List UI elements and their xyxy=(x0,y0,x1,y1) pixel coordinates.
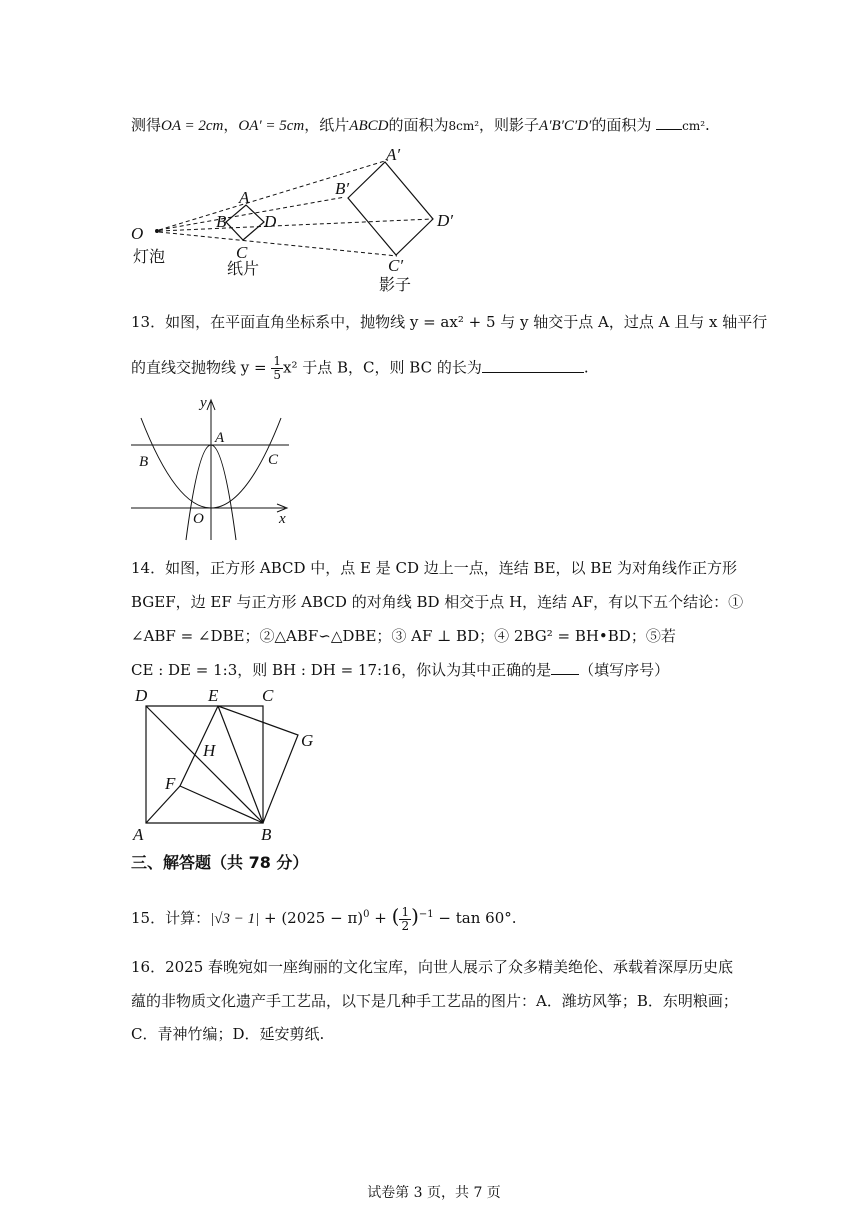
q13-line2-pre: 的直线交抛物线 y = xyxy=(131,358,267,377)
q14-line4-pre: CE : DE = 1:3，则 BH : DH = 17:16，你认为其中正确的是 xyxy=(131,661,552,679)
q15-half xyxy=(399,906,411,933)
ray-oa xyxy=(159,160,388,230)
q12-area-text2: 的面积为 xyxy=(591,116,652,134)
q13-fraction xyxy=(271,355,283,382)
q15-paren: (2025 − π) xyxy=(281,909,364,927)
segment-AF xyxy=(146,786,180,823)
q16-line1: 16．2025 春晚宛如一座绚丽的文化宝库，向世人展示了众多精美绝伦、承载着深厚历史底 xyxy=(131,958,734,976)
q13-line2 xyxy=(131,355,589,382)
shadow-square xyxy=(348,162,433,255)
label-x: x xyxy=(279,511,286,527)
q12-area-text: 的面积为 xyxy=(388,116,449,134)
q13-answer-blank[interactable] xyxy=(482,358,584,373)
q15-plus1: + xyxy=(259,909,282,927)
q15-half-den: 2 xyxy=(401,918,410,933)
q13-line1: 13．如图，在平面直角坐标系中，抛物线 y = ax² + 5 与 y 轴交于点 A，过点 A 且与 x 轴平行 xyxy=(131,313,768,331)
label-C13: C xyxy=(268,452,279,468)
q15-exp0: 0 xyxy=(363,909,370,920)
section-heading: 三、解答题（共 78 分） xyxy=(131,853,309,872)
square-ABCD xyxy=(146,706,263,823)
diagonal-BD xyxy=(146,706,263,823)
label-F14: F xyxy=(165,774,176,793)
label-O: O xyxy=(131,224,144,243)
q15-tail: − tan 60°. xyxy=(433,909,517,927)
label-paper: 纸片 xyxy=(227,261,260,278)
q12-sep: ， xyxy=(223,116,239,134)
q14-line4 xyxy=(131,660,669,680)
label-A: A xyxy=(239,188,250,207)
q15-exp-neg1: −1 xyxy=(418,909,434,920)
q12-pre: 测得 xyxy=(131,116,162,134)
q12-answer-blank[interactable] xyxy=(656,115,682,130)
page-footer: 试卷第 3 页，共 7 页 xyxy=(367,1185,501,1201)
q12-end: . xyxy=(705,116,710,134)
label-E14: E xyxy=(208,686,219,705)
label-G14: G xyxy=(301,731,314,750)
label-D-prime: D′ xyxy=(437,211,453,230)
q12-then: ，则影子 xyxy=(479,116,540,134)
q16-line2: 蕴的非物质文化遗产手工艺品，以下是几种手工艺品的图片：A．潍坊风筝；B．东明粮画； xyxy=(131,992,738,1010)
q15-half-num: 1 xyxy=(401,904,410,919)
label-C14: C xyxy=(262,686,274,705)
q14-line1: 14．如图，正方形 ABCD 中，点 E 是 CD 边上一点，连结 BE，以 BE 为对角线作正方形 xyxy=(131,559,738,577)
q12-shadow: A′B′C′D′ xyxy=(539,118,592,134)
q16-line3: C．青神竹编；D．延安剪纸. xyxy=(131,1025,325,1043)
label-bulb: 灯泡 xyxy=(133,249,166,266)
parabola-wide xyxy=(141,418,281,508)
label-B-prime: B′ xyxy=(335,179,350,198)
q14-line3: ∠ABF = ∠DBE；②△ABF∽△DBE；③ AF ⊥ BD；④ 2BG² = BH•BD；⑤若 xyxy=(131,627,676,645)
q15-plus2: + xyxy=(369,909,392,927)
q12-unit: cm² xyxy=(682,119,706,133)
label-B: B xyxy=(216,212,227,231)
q12-mid: ，纸片 xyxy=(304,116,350,134)
label-A13: A xyxy=(215,430,225,446)
q12-oa: OA = 2cm xyxy=(161,118,224,134)
q12-area-value: 8cm² xyxy=(448,119,480,133)
label-B13: B xyxy=(139,454,149,470)
q15-line: 15．计算：$|√3 - 1| + (2025 - \pi)^0$ + ( $\frac{1}{2}$ )$^{-1}$ − tan 60°. xyxy=(131,904,517,933)
paper-square xyxy=(226,205,264,240)
q13-frac-den: 5 xyxy=(273,368,282,382)
q13-line2-post: x² 于点 B，C，则 BC 的长为 xyxy=(283,358,482,377)
q12-text xyxy=(131,115,710,136)
q12-abcd: ABCD xyxy=(349,118,389,134)
q15-abs: |√3 − 1| xyxy=(210,911,260,927)
label-B14: B xyxy=(261,825,272,844)
label-C-prime: C′ xyxy=(388,256,404,275)
ray-oc xyxy=(159,232,397,256)
q12-oa2: OA′ = 5cm xyxy=(238,118,305,134)
label-D14: D xyxy=(135,686,148,705)
square-BGEF xyxy=(180,706,298,823)
segment-BE xyxy=(218,706,263,823)
label-A-prime: A′ xyxy=(386,145,401,164)
label-O13: O xyxy=(193,511,204,527)
q14-line2: BGEF，边 EF 与正方形 ABCD 的对角线 BD 相交于点 H，连结 AF，有以下五个结论：① xyxy=(131,593,744,611)
x-axis-arrow xyxy=(277,504,287,512)
label-y: y xyxy=(200,395,207,411)
q15-pre: 15．计算： xyxy=(131,909,211,927)
q13-line2-end: . xyxy=(583,358,589,377)
label-A14: A xyxy=(133,825,144,844)
label-H14: H xyxy=(203,741,216,760)
y-axis-arrow xyxy=(207,400,215,410)
bulb-dot xyxy=(155,229,159,233)
q13-frac-num: 1 xyxy=(273,354,282,368)
ray-od xyxy=(159,219,432,231)
q14-answer-blank[interactable] xyxy=(551,660,579,675)
label-shadow: 影子 xyxy=(379,277,412,294)
label-C: C xyxy=(236,243,248,262)
parabola-narrow xyxy=(186,445,236,540)
ray-ob xyxy=(159,197,345,230)
label-D: D xyxy=(264,212,277,231)
q14-line4-post: （填写序号） xyxy=(579,661,670,679)
